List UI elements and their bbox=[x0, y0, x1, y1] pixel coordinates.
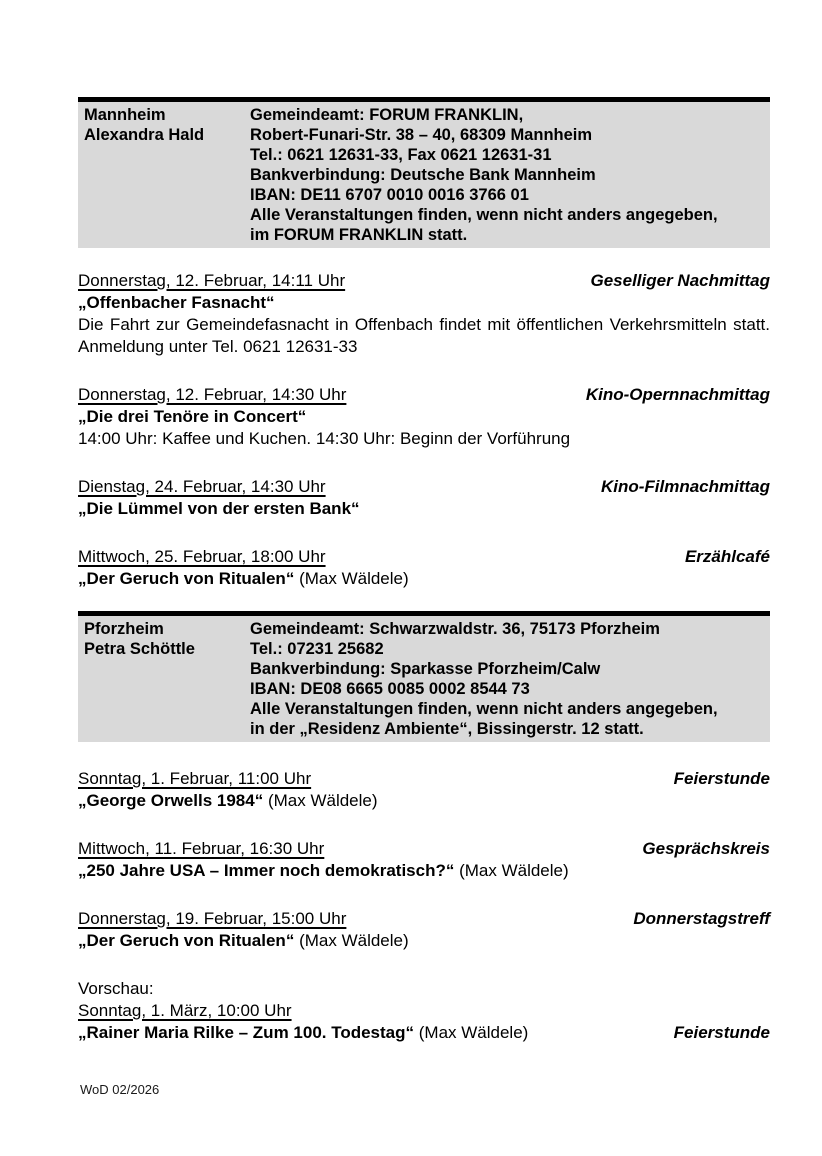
event-title: „250 Jahre USA – Immer noch demokratisch?“ bbox=[78, 861, 455, 880]
office-details-column bbox=[250, 105, 764, 245]
event-title-row bbox=[78, 498, 770, 520]
event-description: Die Fahrt zur Gemeindefasnacht in Offenbach findet mit öffentlichen Verkehrsmitteln statt. Anmeldung unter Tel. 0621 12631-33 bbox=[78, 315, 770, 356]
event-description: 14:00 Uhr: Kaffee und Kuchen. 14:30 Uhr: Beginn der Vorführung bbox=[78, 429, 571, 448]
event-date: Donnerstag, 12. Februar, 14:30 Uhr bbox=[78, 385, 347, 404]
event-category: Gesprächskreis bbox=[642, 839, 770, 858]
office-info-line: Alle Veranstaltungen finden, wenn nicht anders angegeben, bbox=[250, 700, 718, 718]
event-entry bbox=[78, 908, 770, 952]
event-title: „Der Geruch von Ritualen“ bbox=[78, 931, 295, 950]
event-header-row bbox=[78, 768, 770, 790]
office-contact-column bbox=[84, 619, 250, 739]
event-header-row bbox=[78, 908, 770, 930]
event-title-row bbox=[78, 292, 770, 314]
event-speaker: (Max Wäldele) bbox=[267, 791, 378, 810]
event-entry bbox=[78, 476, 770, 520]
event-title-row bbox=[78, 930, 770, 952]
event-speaker: (Max Wäldele) bbox=[459, 861, 569, 880]
event-date: Dienstag, 24. Februar, 14:30 Uhr bbox=[78, 477, 326, 496]
event-title-row bbox=[78, 790, 770, 812]
event-header-row bbox=[78, 384, 770, 406]
event-header-row bbox=[78, 476, 770, 498]
event-category: Feierstunde bbox=[673, 769, 770, 788]
office-info-line: in der „Residenz Ambiente“, Bissingerstr. 12 statt. bbox=[250, 720, 644, 738]
event-header-row bbox=[78, 1000, 770, 1022]
event-category: Geselliger Nachmittag bbox=[590, 271, 770, 290]
event-entry bbox=[78, 270, 770, 358]
office-info-line: IBAN: DE08 6665 0085 0002 8544 73 bbox=[250, 680, 530, 698]
event-entry bbox=[78, 546, 770, 590]
office-box-pforzheim bbox=[78, 611, 770, 742]
office-contact-person: Alexandra Hald bbox=[84, 126, 205, 144]
office-info-line: Tel.: 07231 25682 bbox=[250, 640, 384, 658]
event-title-group bbox=[78, 1022, 528, 1044]
event-entry bbox=[78, 768, 770, 812]
event-date: Mittwoch, 11. Februar, 16:30 Uhr bbox=[78, 839, 325, 858]
event-title: „Rainer Maria Rilke – Zum 100. Todestag“ bbox=[78, 1023, 415, 1042]
event-category: Kino-Filmnachmittag bbox=[600, 477, 770, 496]
event-entry bbox=[78, 384, 770, 450]
event-speaker: (Max Wäldele) bbox=[418, 1023, 529, 1042]
event-date: Sonntag, 1. März, 10:00 Uhr bbox=[78, 1001, 292, 1020]
office-info-line: Tel.: 0621 12631-33, Fax 0621 12631-31 bbox=[250, 146, 552, 164]
event-date: Mittwoch, 25. Februar, 18:00 Uhr bbox=[78, 547, 326, 566]
office-box-mannheim bbox=[78, 97, 770, 248]
office-info-line: Alle Veranstaltungen finden, wenn nicht anders angegeben, bbox=[250, 206, 718, 224]
footer-issue-label: WoD 02/2026 bbox=[80, 1082, 160, 1097]
event-title: „George Orwells 1984“ bbox=[78, 791, 264, 810]
event-speaker: (Max Wäldele) bbox=[299, 569, 409, 588]
event-date: Sonntag, 1. Februar, 11:00 Uhr bbox=[78, 769, 312, 788]
office-info-line: Bankverbindung: Deutsche Bank Mannheim bbox=[250, 166, 596, 184]
event-speaker: (Max Wäldele) bbox=[299, 931, 409, 950]
event-category: Erzählcafé bbox=[684, 547, 770, 566]
office-contact-column bbox=[84, 105, 250, 245]
event-category: Feierstunde bbox=[673, 1023, 770, 1042]
event-entry bbox=[78, 838, 770, 882]
event-date: Donnerstag, 19. Februar, 15:00 Uhr bbox=[78, 909, 347, 928]
event-title: „Die Lümmel von der ersten Bank“ bbox=[78, 499, 360, 518]
office-details-column bbox=[250, 619, 764, 739]
event-header-row bbox=[78, 270, 770, 292]
office-contact-person: Petra Schöttle bbox=[84, 640, 195, 658]
office-city: Mannheim bbox=[84, 106, 166, 124]
event-title: „Der Geruch von Ritualen“ bbox=[78, 569, 295, 588]
event-title: „Offenbacher Fasnacht“ bbox=[78, 293, 275, 312]
office-city: Pforzheim bbox=[84, 620, 164, 638]
event-title-row bbox=[78, 406, 770, 428]
office-info-line: Robert-Funari-Str. 38 – 40, 68309 Mannheim bbox=[250, 126, 593, 144]
office-info-line: Gemeindeamt: FORUM FRANKLIN, bbox=[250, 106, 524, 124]
event-header-row bbox=[78, 838, 770, 860]
event-preview-block bbox=[78, 978, 770, 1044]
event-category: Kino-Opernnachmittag bbox=[585, 385, 770, 404]
office-info-line: Gemeindeamt: Schwarzwaldstr. 36, 75173 Pforzheim bbox=[250, 620, 660, 638]
office-info-line: Bankverbindung: Sparkasse Pforzheim/Calw bbox=[250, 660, 601, 678]
event-category: Donnerstagstreff bbox=[633, 909, 770, 928]
event-title-row bbox=[78, 860, 770, 882]
event-header-row bbox=[78, 546, 770, 568]
event-title-row bbox=[78, 568, 770, 590]
event-date: Donnerstag, 12. Februar, 14:11 Uhr bbox=[78, 271, 346, 290]
event-title: „Die drei Tenöre in Concert“ bbox=[78, 407, 307, 426]
preview-label: Vorschau: bbox=[78, 979, 154, 998]
office-info-line: im FORUM FRANKLIN statt. bbox=[250, 226, 468, 244]
event-title-row bbox=[78, 1022, 770, 1044]
office-info-line: IBAN: DE11 6707 0010 0016 3766 01 bbox=[250, 186, 529, 204]
